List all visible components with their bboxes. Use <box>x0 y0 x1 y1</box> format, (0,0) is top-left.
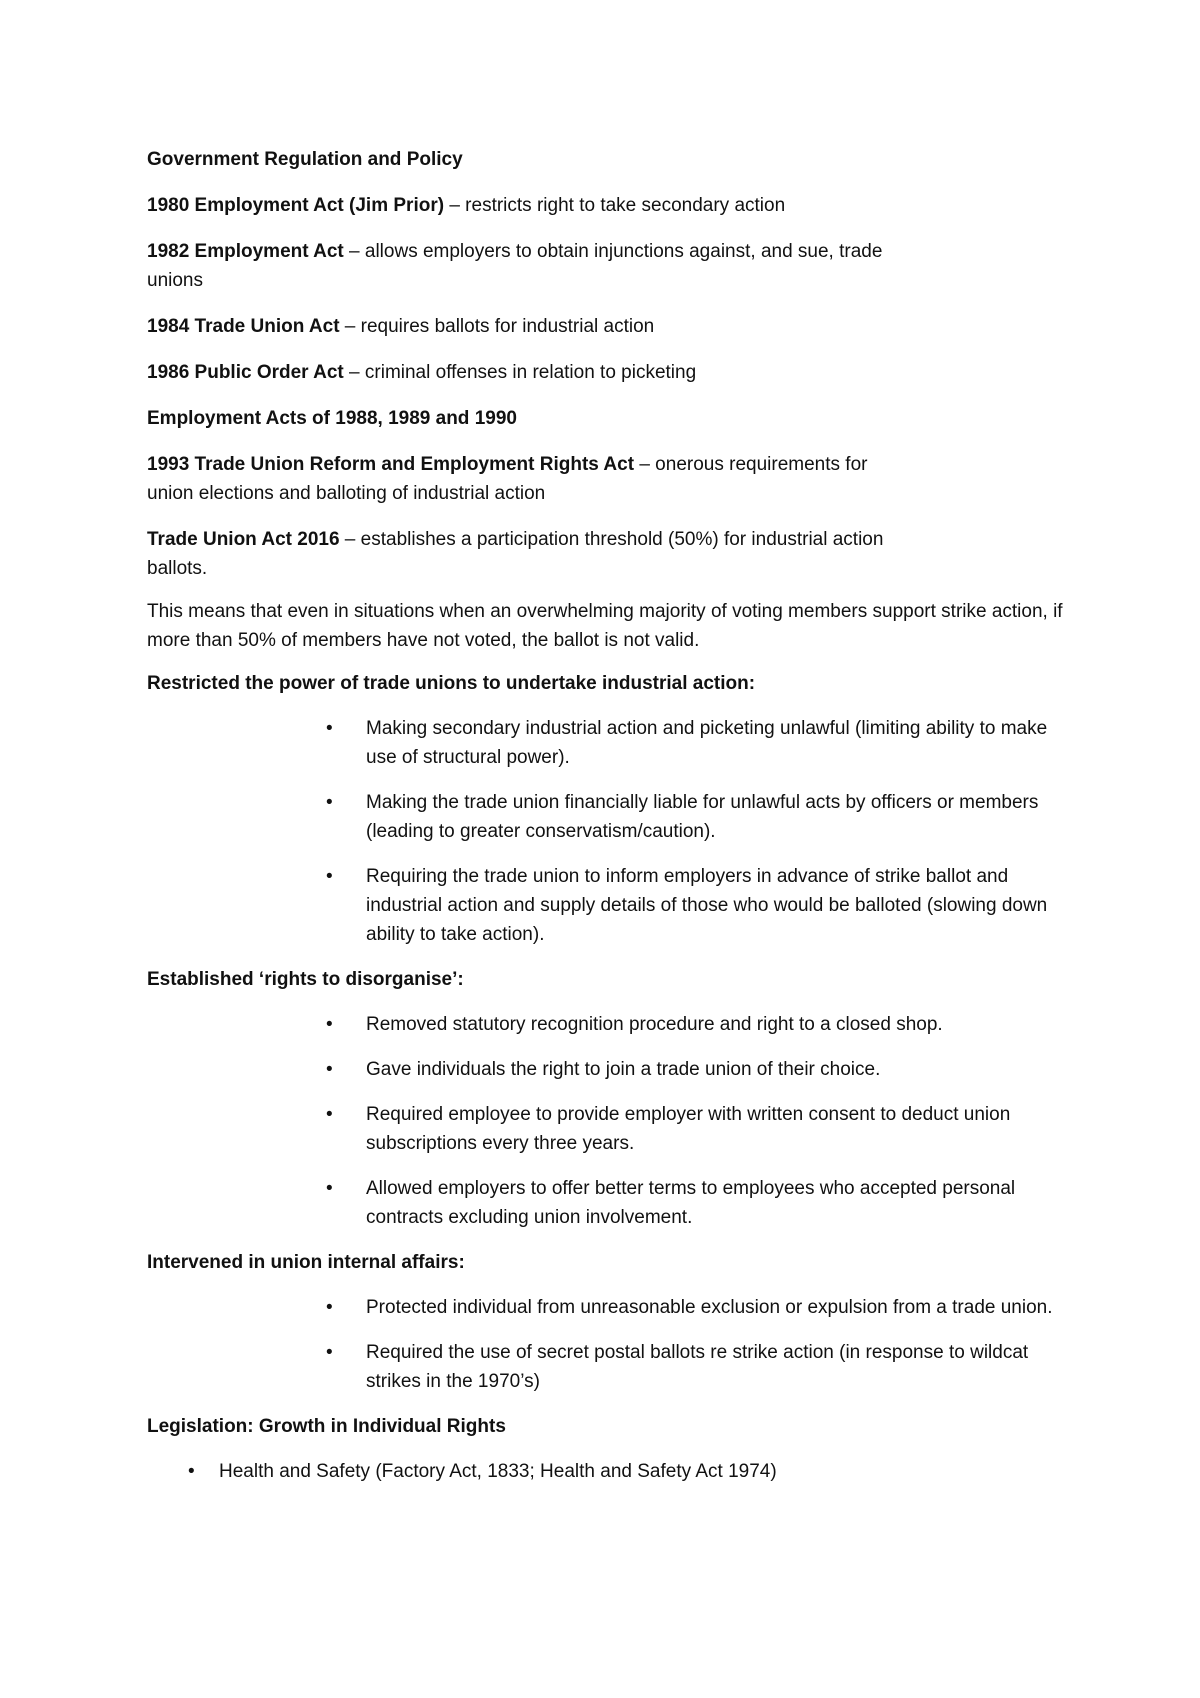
document-title: Government Regulation and Policy <box>147 149 463 170</box>
document-body <box>147 145 1077 1502</box>
list-item: • Gave individuals the right to join a trade union of their choice. <box>147 1055 1077 1084</box>
act-description: – restricts right to take secondary action <box>444 195 786 216</box>
list-item: • Protected individual from unreasonable exclusion or expulsion from a trade union. <box>147 1293 1077 1322</box>
bullet-icon: • <box>326 1059 333 1080</box>
act-entry <box>147 358 1077 387</box>
act-entry <box>147 525 927 583</box>
list-item: • Making secondary industrial action and picketing unlawful (limiting ability to make use of structural power). <box>147 714 1077 772</box>
bullet-list <box>147 1457 1077 1486</box>
act-entry <box>147 237 907 295</box>
list-item: • Removed statutory recognition procedure and right to a closed shop. <box>147 1010 1077 1039</box>
bullet-icon: • <box>326 1104 333 1125</box>
bullet-icon: • <box>188 1461 195 1482</box>
section-heading: Established ‘rights to disorganise’: <box>147 969 464 990</box>
act-name: 1993 Trade Union Reform and Employment Rights Act <box>147 454 635 475</box>
act-entry <box>147 312 1077 341</box>
bullet-icon: • <box>326 1014 333 1035</box>
list-item: • Health and Safety (Factory Act, 1833; Health and Safety Act 1974) <box>147 1457 1077 1486</box>
bullet-icon: • <box>326 866 333 887</box>
act-entry <box>147 404 1077 433</box>
list-item: • Making the trade union financially liable for unlawful acts by officers or members (leading to greater conservatism/caution). <box>147 788 1077 846</box>
act-name: Trade Union Act 2016 <box>147 529 340 550</box>
act-description: – allows employers to obtain injunctions against, and sue, trade unions <box>147 241 883 291</box>
section-heading: Intervened in union internal affairs: <box>147 1252 465 1273</box>
act-description: – criminal offenses in relation to picketing <box>343 362 697 383</box>
bullet-icon: • <box>326 1297 333 1318</box>
act-name: 1984 Trade Union Act <box>147 316 340 337</box>
section-heading: Legislation: Growth in Individual Rights <box>147 1416 506 1437</box>
act-entry <box>147 191 1077 220</box>
act-description: – onerous requirements for union elections and balloting of industrial action <box>147 454 868 504</box>
act-description: – requires ballots for industrial action <box>339 316 655 337</box>
section-heading: Restricted the power of trade unions to undertake industrial action: <box>147 673 756 694</box>
explanation-paragraph: This means that even in situations when an overwhelming majority of voting members support strike action, if more than 50% of members have not voted, the ballot is not valid. <box>147 601 1063 651</box>
list-item: • Allowed employers to offer better terms to employees who accepted personal contracts excluding union involvement. <box>147 1174 1077 1232</box>
bullet-list <box>147 1293 1077 1396</box>
list-item: • Required employee to provide employer with written consent to deduct union subscriptions every three years. <box>147 1100 1077 1158</box>
act-description: – establishes a participation threshold (50%) for industrial action ballots. <box>147 529 884 579</box>
bullet-list <box>147 1010 1077 1232</box>
bullet-icon: • <box>326 718 333 739</box>
act-name: 1986 Public Order Act <box>147 362 344 383</box>
bullet-icon: • <box>326 792 333 813</box>
list-item: • Requiring the trade union to inform employers in advance of strike ballot and industrial action and supply details of those who would be balloted (slowing down ability to take action). <box>147 862 1077 949</box>
act-name: 1982 Employment Act <box>147 241 344 262</box>
bullet-icon: • <box>326 1342 333 1363</box>
bullet-list <box>147 714 1077 949</box>
act-name: 1980 Employment Act (Jim Prior) <box>147 195 445 216</box>
bullet-icon: • <box>326 1178 333 1199</box>
list-item: • Required the use of secret postal ballots re strike action (in response to wildcat strikes in the 1970’s) <box>147 1338 1077 1396</box>
act-entry <box>147 450 917 508</box>
act-name: Employment Acts of 1988, 1989 and 1990 <box>147 408 517 429</box>
